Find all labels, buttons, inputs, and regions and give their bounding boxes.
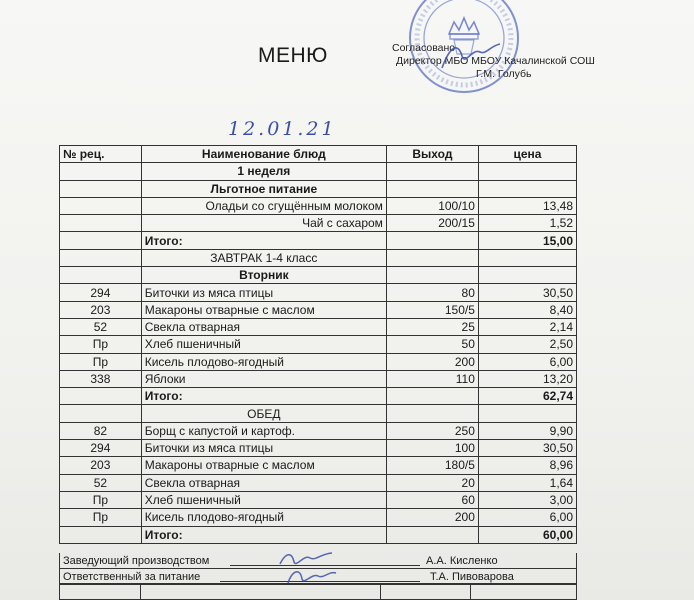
portion-size: 110 — [386, 370, 478, 387]
dish-name: Оладьи со сгущённым молоком — [141, 197, 386, 214]
section-row — [60, 249, 577, 266]
table-row — [60, 301, 577, 318]
recipe-number — [60, 215, 142, 232]
cell-empty — [386, 163, 478, 180]
approval-line-agreed: Согласовано — [392, 42, 456, 54]
cell-empty — [386, 526, 478, 543]
column-header-dish-name: Наименование блюд — [141, 146, 386, 163]
section-title: ОБЕД — [141, 405, 386, 422]
table-row — [60, 336, 577, 353]
dish-name: Макароны отварные с маслом — [141, 457, 386, 474]
total-price: 62,74 — [478, 388, 576, 405]
dish-name: Биточки из мяса птицы — [141, 284, 386, 301]
recipe-number: 294 — [60, 440, 142, 457]
next-page-divider — [140, 584, 141, 599]
portion-size: 20 — [386, 474, 478, 491]
portion-size: 250 — [386, 422, 478, 439]
dish-price: 13,20 — [478, 370, 576, 387]
cell-empty — [60, 526, 142, 543]
table-row — [60, 370, 577, 387]
recipe-number: 52 — [60, 474, 142, 491]
total-price: 60,00 — [478, 526, 576, 543]
cell-empty — [478, 163, 576, 180]
cell-empty — [478, 180, 576, 197]
dish-price: 1,64 — [478, 474, 576, 491]
section-title: 1 неделя — [141, 163, 386, 180]
dish-price: 6,00 — [478, 353, 576, 370]
cell-empty — [60, 267, 142, 284]
total-row — [60, 526, 577, 543]
section-row — [60, 180, 577, 197]
cell-empty — [60, 163, 142, 180]
recipe-number: 82 — [60, 422, 142, 439]
dish-price: 6,00 — [478, 509, 576, 526]
table-row — [60, 284, 577, 301]
recipe-number: Пр — [60, 336, 142, 353]
recipe-number: 203 — [60, 301, 142, 318]
dish-name: Чай с сахаром — [141, 215, 386, 232]
table-header-row — [60, 146, 577, 163]
cell-empty — [386, 232, 478, 249]
section-row — [60, 267, 577, 284]
page-title: МЕНЮ — [258, 44, 328, 67]
table-row — [60, 457, 577, 474]
table-row — [60, 474, 577, 491]
cell-empty — [386, 405, 478, 422]
column-header-recipe-no: № рец. — [60, 146, 142, 163]
cell-empty — [478, 405, 576, 422]
portion-size: 100/10 — [386, 197, 478, 214]
recipe-number: 294 — [60, 284, 142, 301]
total-label: Итого: — [141, 232, 386, 249]
dish-price: 1,52 — [478, 215, 576, 232]
approval-line-director: Директор МБО МБОУ Качалинской СОШ — [396, 55, 595, 67]
recipe-number — [60, 197, 142, 214]
director-signature — [436, 38, 506, 78]
dish-name: Биточки из мяса птицы — [141, 440, 386, 457]
dish-price: 2,50 — [478, 336, 576, 353]
total-price: 15,00 — [478, 232, 576, 249]
recipe-number: 203 — [60, 457, 142, 474]
section-row — [60, 405, 577, 422]
total-row — [60, 388, 577, 405]
total-row — [60, 232, 577, 249]
dish-price: 13,48 — [478, 197, 576, 214]
portion-size: 50 — [386, 336, 478, 353]
footer-manager-name: А.А. Кисленко — [426, 555, 498, 567]
portion-size: 200 — [386, 353, 478, 370]
cell-empty — [478, 249, 576, 266]
column-header-price: цена — [478, 146, 576, 163]
dish-price: 3,00 — [478, 491, 576, 508]
dish-price: 8,96 — [478, 457, 576, 474]
next-page-row-edge — [59, 583, 577, 600]
cell-empty — [386, 388, 478, 405]
portion-size: 180/5 — [386, 457, 478, 474]
total-label: Итого: — [141, 388, 386, 405]
recipe-number: 52 — [60, 318, 142, 335]
handwritten-date: 12.01.21 — [228, 118, 337, 140]
footer-responsible-name: Т.А. Пивоварова — [430, 571, 514, 583]
column-header-portion: Выход — [386, 146, 478, 163]
section-title: Вторник — [141, 267, 386, 284]
table-row — [60, 491, 577, 508]
cell-empty — [60, 249, 142, 266]
portion-size: 60 — [386, 491, 478, 508]
recipe-number: Пр — [60, 491, 142, 508]
table-row — [60, 440, 577, 457]
cell-empty — [60, 388, 142, 405]
dish-name: Макароны отварные с маслом — [141, 301, 386, 318]
next-page-divider — [380, 584, 381, 599]
cell-empty — [478, 267, 576, 284]
section-title: ЗАВТРАК 1-4 класс — [141, 249, 386, 266]
footer-responsible-label: Ответственный за питание — [63, 571, 201, 583]
recipe-number: Пр — [60, 509, 142, 526]
dish-price: 30,50 — [478, 284, 576, 301]
portion-size: 80 — [386, 284, 478, 301]
dish-name: Свекла отварная — [141, 318, 386, 335]
dish-name: Свекла отварная — [141, 474, 386, 491]
table-row — [60, 353, 577, 370]
total-label: Итого: — [141, 526, 386, 543]
next-page-divider — [470, 584, 471, 599]
cell-empty — [60, 405, 142, 422]
dish-price: 9,90 — [478, 422, 576, 439]
dish-name: Кисель плодово-ягодный — [141, 353, 386, 370]
table-row — [60, 197, 577, 214]
portion-size: 25 — [386, 318, 478, 335]
menu-table — [59, 145, 577, 544]
dish-name: Борщ с капустой и картоф. — [141, 422, 386, 439]
dish-price: 30,50 — [478, 440, 576, 457]
dish-price: 2,14 — [478, 318, 576, 335]
dish-name: Хлеб пшеничный — [141, 336, 386, 353]
table-row — [60, 318, 577, 335]
cell-empty — [60, 232, 142, 249]
footer-manager-label: Заведующий производством — [63, 555, 210, 567]
table-row — [60, 215, 577, 232]
approval-line-name: Г.М. Голубь — [476, 68, 532, 80]
cell-empty — [386, 180, 478, 197]
cell-empty — [386, 249, 478, 266]
portion-size: 200/15 — [386, 215, 478, 232]
table-row — [60, 422, 577, 439]
dish-name: Яблоки — [141, 370, 386, 387]
portion-size: 200 — [386, 509, 478, 526]
menu-table-body — [60, 163, 577, 544]
recipe-number: Пр — [60, 353, 142, 370]
recipe-number: 338 — [60, 370, 142, 387]
section-title: Льготное питание — [141, 180, 386, 197]
cell-empty — [386, 267, 478, 284]
dish-name: Хлеб пшеничный — [141, 491, 386, 508]
cell-empty — [60, 180, 142, 197]
portion-size: 100 — [386, 440, 478, 457]
section-row — [60, 163, 577, 180]
dish-price: 8,40 — [478, 301, 576, 318]
portion-size: 150/5 — [386, 301, 478, 318]
dish-name: Кисель плодово-ягодный — [141, 509, 386, 526]
table-row — [60, 509, 577, 526]
